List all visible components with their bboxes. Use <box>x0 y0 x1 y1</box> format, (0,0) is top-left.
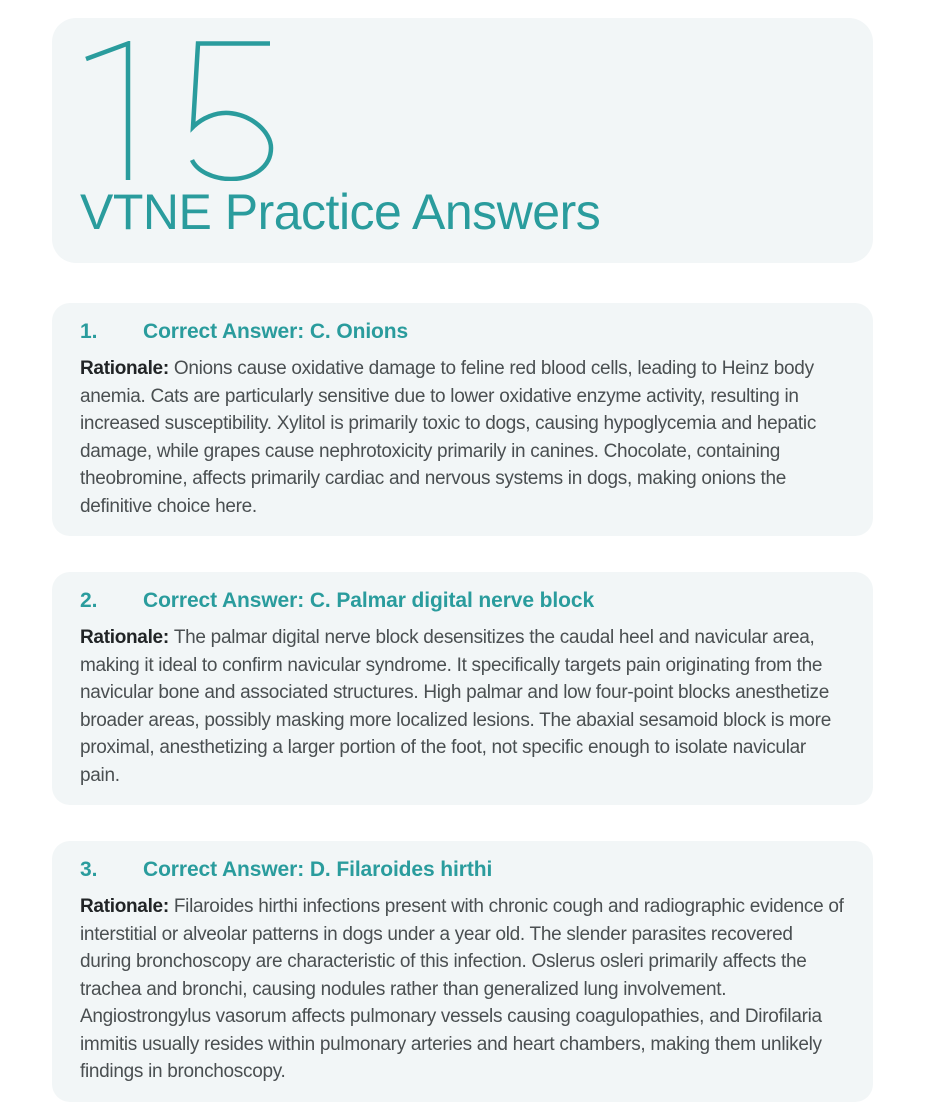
answer-title: Correct Answer: C. Onions <box>143 320 409 343</box>
answer-number: 3. <box>80 858 98 881</box>
answer-heading <box>80 319 845 345</box>
answer-title: Correct Answer: D. Filaroides hirthi <box>143 858 493 881</box>
rationale-label: Rationale: <box>80 358 169 379</box>
answer-title: Correct Answer: C. Palmar digital nerve block <box>143 589 595 612</box>
rationale-text: The palmar digital nerve block desensitizes the caudal heel and navicular area, making it ideal to confirm navicular syndrome. It specifically targets pain originating from the navicular bone and associated structures. High palmar and low four-point blocks anesthetize broader areas, possibly masking more localized lesions. The abaxial sesamoid block is more proximal, anesthetizing a larger portion of the foot, not specific enough to isolate navicular pain. <box>80 627 831 786</box>
answer-card-3 <box>52 841 873 1102</box>
chapter-header-card <box>52 18 873 263</box>
rationale-paragraph <box>80 355 845 520</box>
rationale-paragraph <box>80 624 845 789</box>
answer-number: 2. <box>80 589 98 612</box>
rationale-paragraph <box>80 893 845 1086</box>
rationale-label: Rationale: <box>80 896 169 917</box>
answer-card-2 <box>52 572 873 805</box>
answer-heading <box>80 588 845 614</box>
rationale-text: Filaroides hirthi infections present with chronic cough and radiographic evidence of interstitial or alveolar patterns in dogs under a year old. The slender parasites recovered during bronchoscopy are characteristic of this infection. Oslerus osleri primarily affects the trachea and bronchi, causing nodules rather than generalized lung involvement. Angiostrongylus vasorum affects pulmonary vessels causing coagulopathies, and Dirofilaria immitis usually resides within pulmonary arteries and heart chambers, making them unlikely findings in bronchoscopy. <box>80 896 844 1082</box>
answer-card-1 <box>52 303 873 536</box>
chapter-number <box>85 41 275 181</box>
answer-heading <box>80 857 845 883</box>
answer-number: 1. <box>80 320 98 343</box>
rationale-label: Rationale: <box>80 627 169 648</box>
rationale-text: Onions cause oxidative damage to feline red blood cells, leading to Heinz body anemia. Cats are particularly sensitive due to lower oxidative enzyme activity, resulting in increased susceptibility. Xylitol is primarily toxic to dogs, causing hypoglycemia and hepatic damage, while grapes cause nephrotoxicity primarily in canines. Chocolate, containing theobromine, affects primarily cardiac and nervous systems in dogs, making onions the definitive choice here. <box>80 358 817 517</box>
page-title: VTNE Practice Answers <box>80 184 601 240</box>
chapter-number-text <box>85 181 86 182</box>
chapter-number-figure <box>85 41 275 181</box>
